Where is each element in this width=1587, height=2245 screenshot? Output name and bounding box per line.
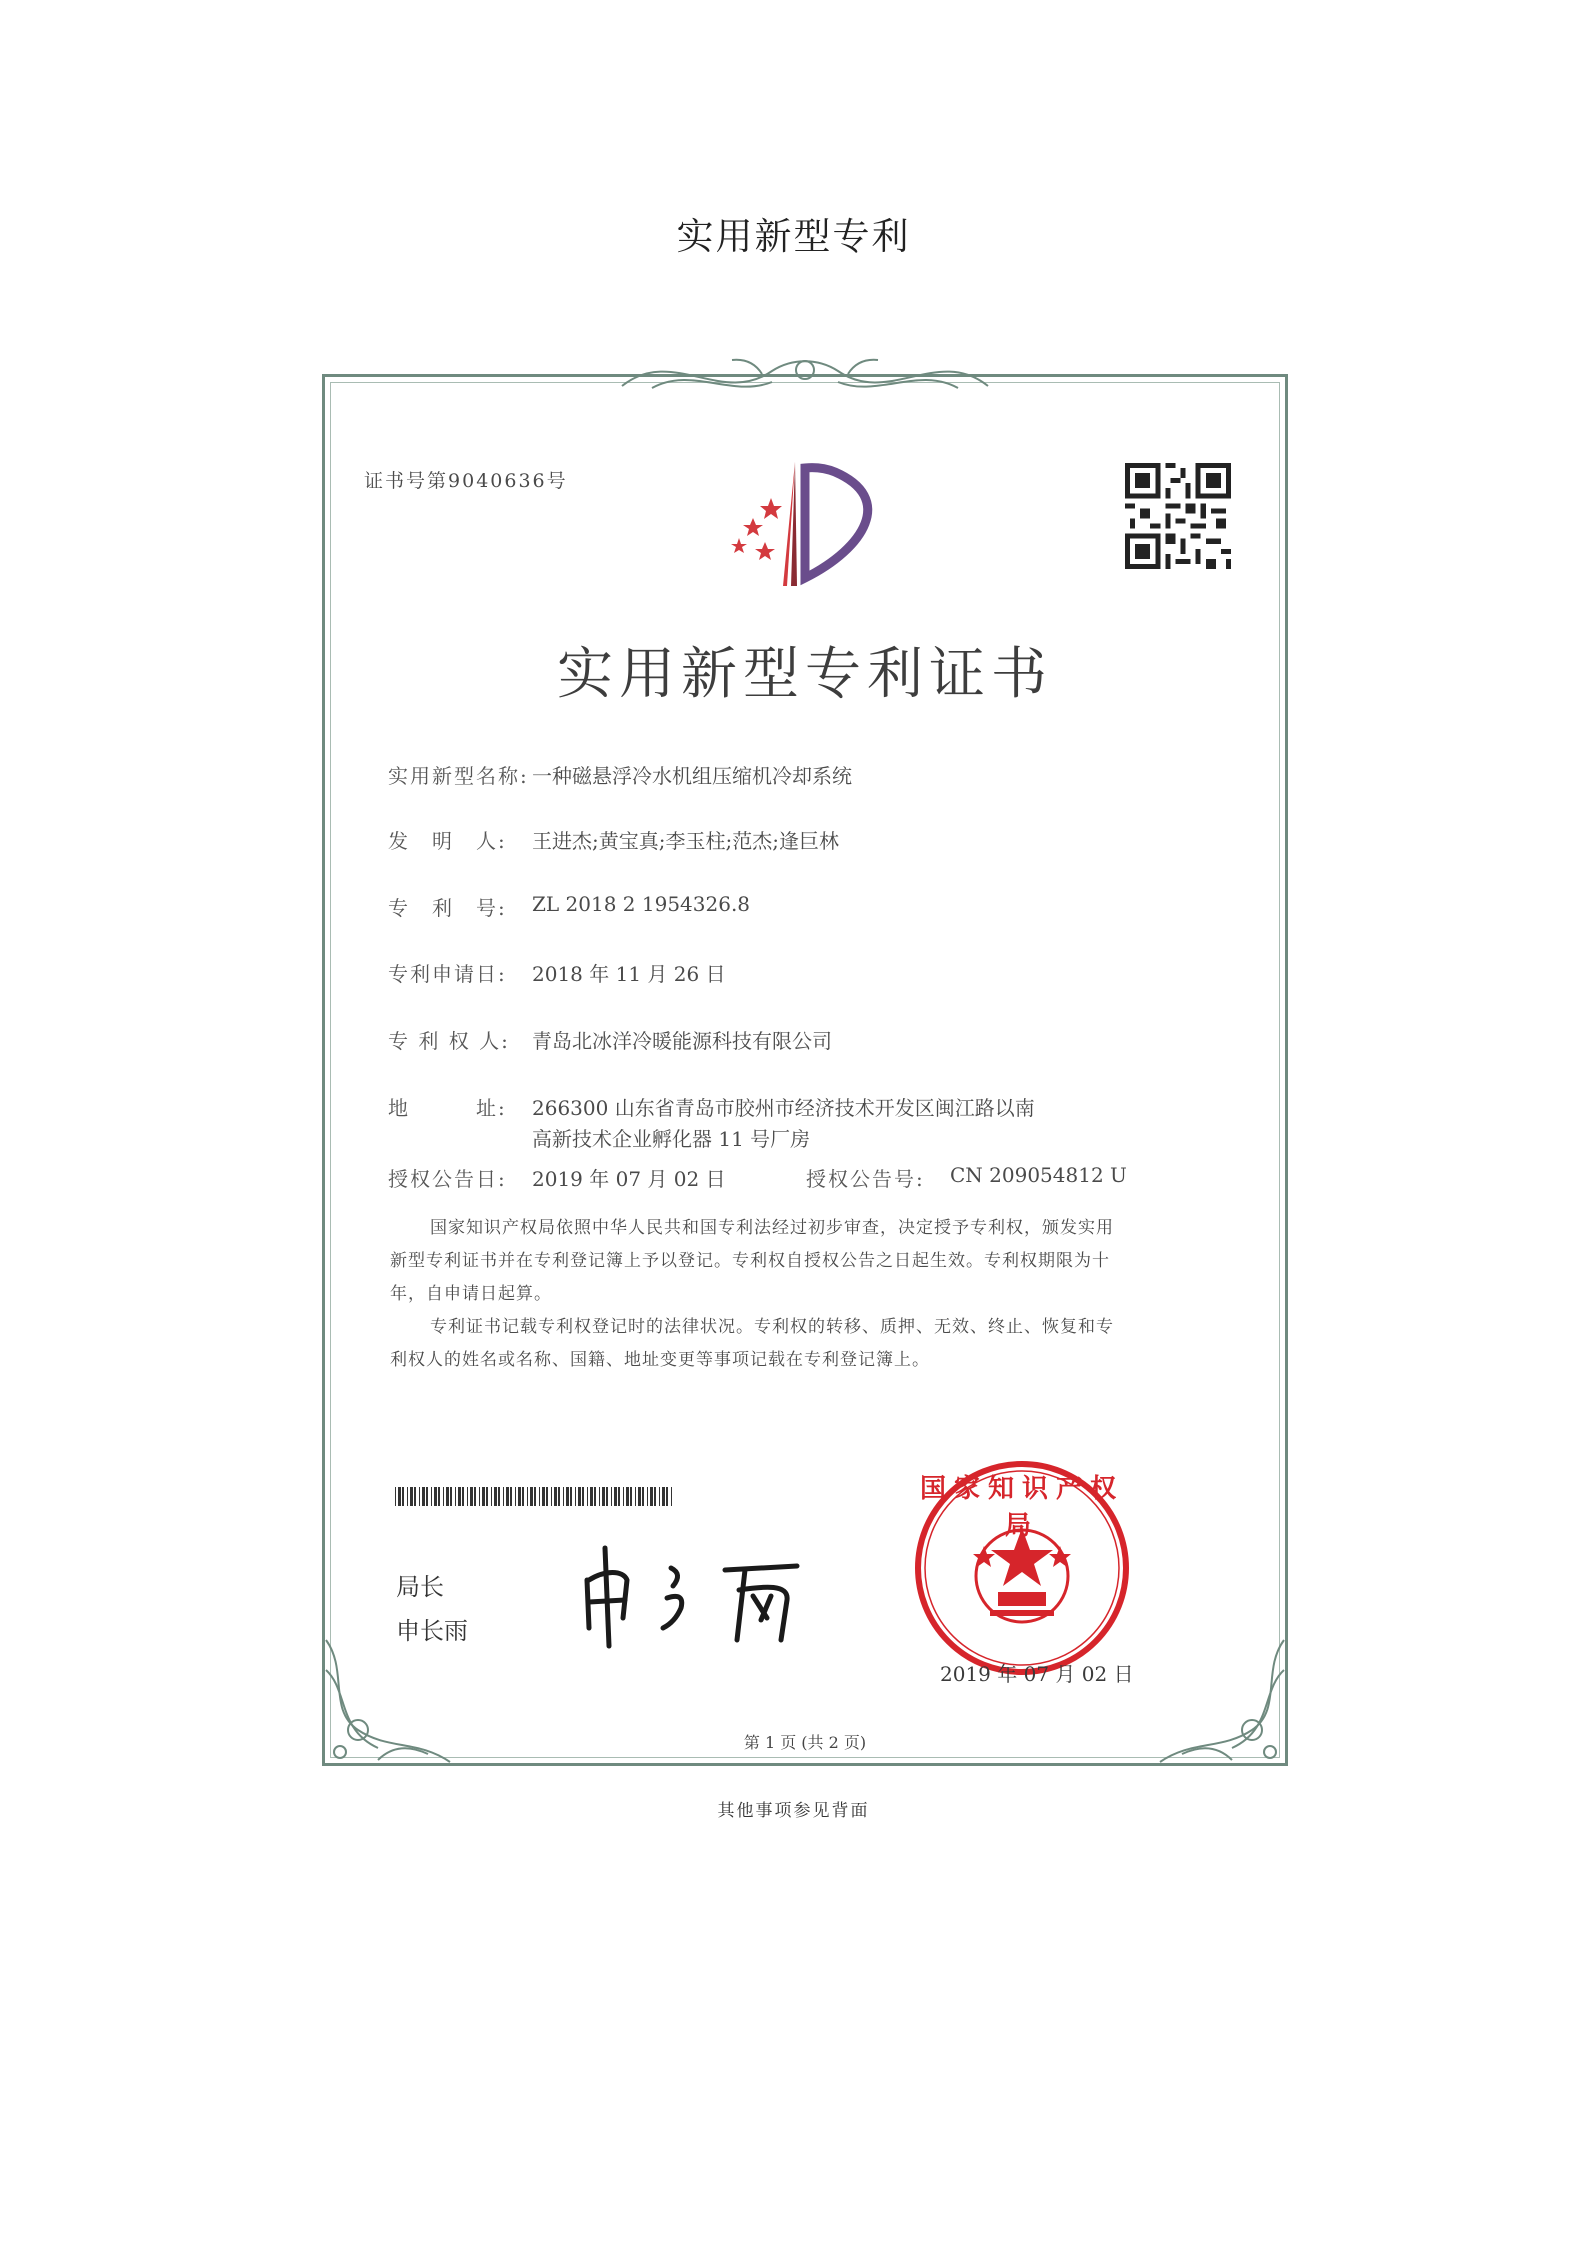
name-label: 实用新型名称: <box>388 764 529 788</box>
grant-number-value: CN 209054812 U <box>950 1163 1127 1187</box>
patent-number-value: ZL 2018 2 1954326.8 <box>532 892 751 916</box>
barcode <box>395 1487 672 1506</box>
patentee-value: 青岛北冰洋冷暖能源科技有限公司 <box>532 1029 832 1053</box>
inventor-label: 发 明 人: <box>388 829 507 853</box>
page-heading: 实用新型专利 <box>676 215 911 258</box>
grant-date-label: 授权公告日: <box>388 1167 507 1191</box>
certificate-number <box>364 466 568 493</box>
notice-line-5: 利权人的姓名或名称、国籍、地址变更等事项记载在专利登记簿上。 <box>390 1350 930 1370</box>
qr-code <box>1125 463 1231 569</box>
notice-line-4: 专利证书记载专利权登记时的法律状况。专利权的转移、质押、无效、终止、恢复和专 <box>430 1317 1114 1337</box>
top-ornament <box>612 346 998 406</box>
cert-no-label: 证书号第 <box>364 470 449 492</box>
notice-line-1: 国家知识产权局依照中华人民共和国专利法经过初步审查，决定授予专利权，颁发实用 <box>430 1218 1114 1238</box>
filing-date-label: 专利申请日: <box>388 962 507 986</box>
official-seal-text: 国家知识产权局 <box>919 1474 1124 1541</box>
grant-date-value: 2019 年 07 月 02 日 <box>532 1167 726 1191</box>
grant-number-label: 授权公告号: <box>806 1167 925 1191</box>
director-title: 局长 <box>396 1573 444 1601</box>
notice-line-3: 年，自申请日起算。 <box>390 1284 552 1304</box>
filing-date-value: 2018 年 11 月 26 日 <box>532 962 726 986</box>
cert-no-suffix: 号 <box>546 470 568 492</box>
patent-number-label: 专 利 号: <box>388 896 507 920</box>
cnipa-logo <box>725 458 897 588</box>
certificate-title: 实用新型专利证书 <box>557 642 1053 707</box>
director-name: 申长雨 <box>396 1617 468 1645</box>
seal-date: 2019 年 07 月 02 日 <box>940 1662 1134 1686</box>
certificate-page-number: 第 1 页 (共 2 页) <box>743 1733 867 1752</box>
notice-line-2: 新型专利证书并在专利登记簿上予以登记。专利权自授权公告之日起生效。专利权期限为十 <box>390 1251 1110 1271</box>
address-line-2: 高新技术企业孵化器 11 号厂房 <box>532 1127 811 1151</box>
address-line-1: 266300 山东省青岛市胶州市经济技术开发区闽江路以南 <box>532 1096 1035 1120</box>
cert-no-value: 9040636 <box>448 470 547 492</box>
director-signature <box>575 1540 815 1650</box>
footer-note: 其他事项参见背面 <box>717 1801 870 1821</box>
patentee-label: 专 利 权 人: <box>388 1029 510 1053</box>
name-value: 一种磁悬浮冷水机组压缩机冷却系统 <box>532 764 852 788</box>
inventor-value: 王进杰;黄宝真;李玉柱;范杰;逢巨林 <box>532 829 839 853</box>
address-label: 地 址: <box>388 1096 507 1120</box>
